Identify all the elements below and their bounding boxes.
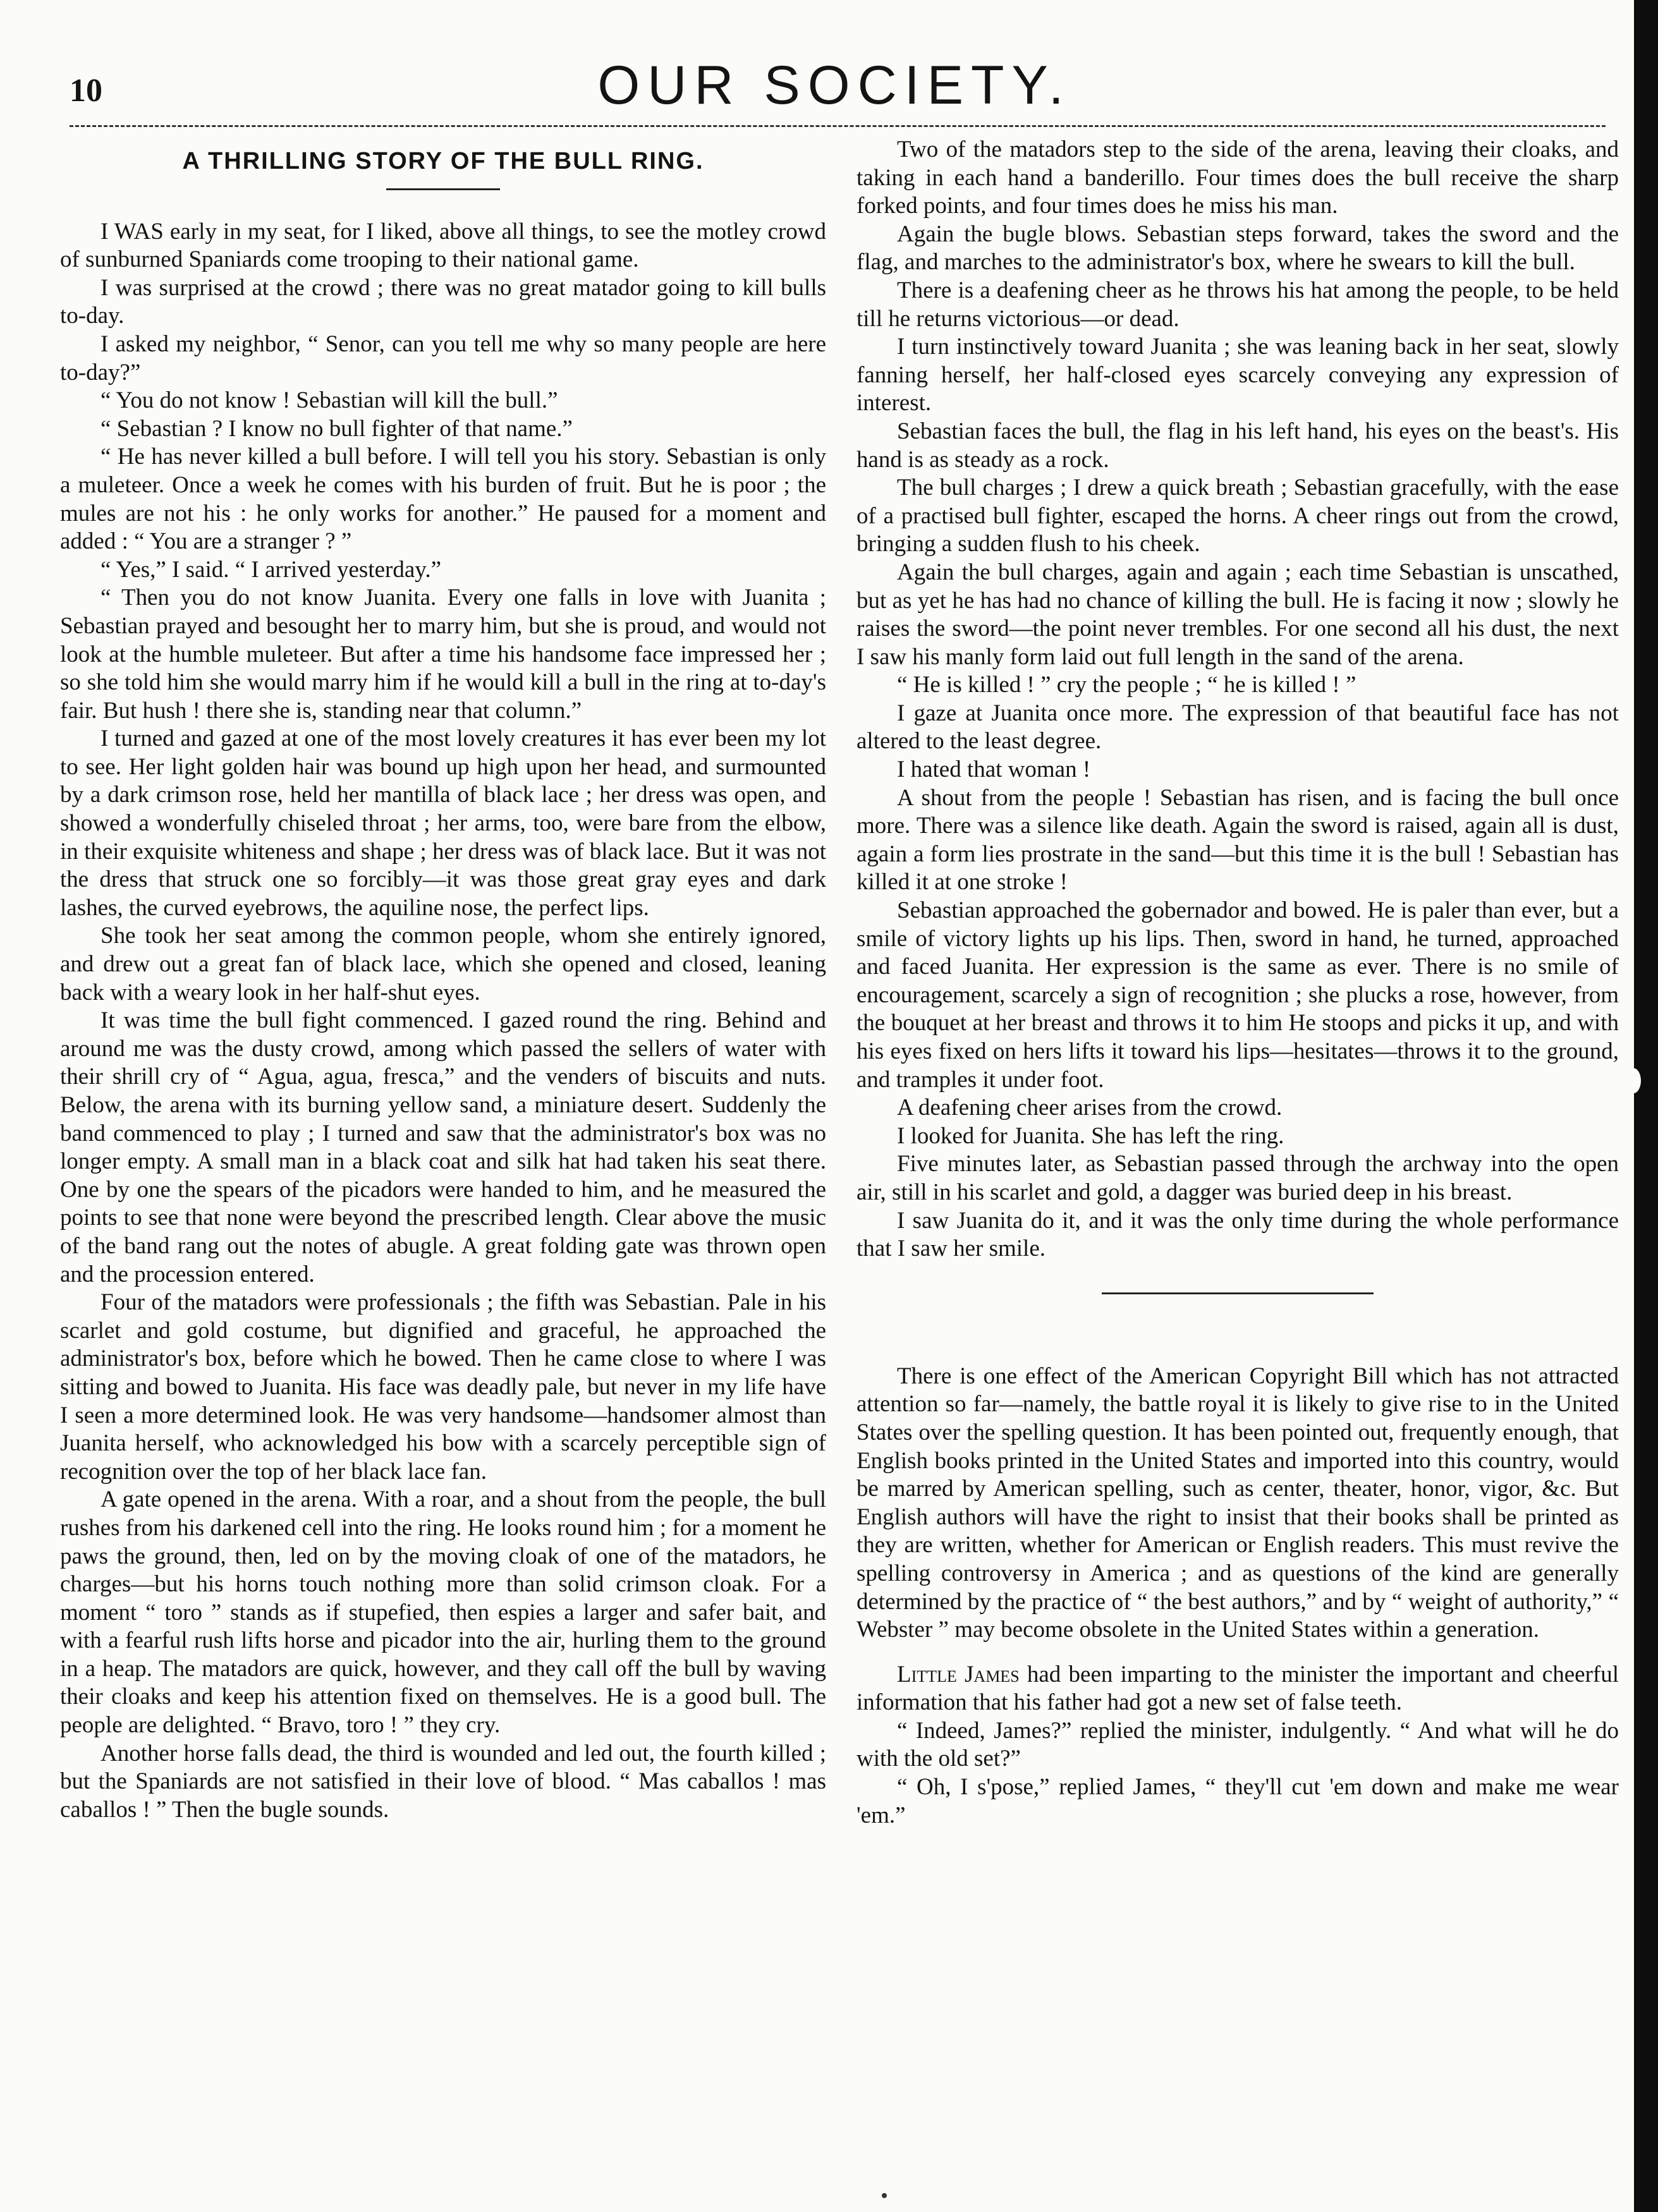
scan-edge-notch — [1626, 1068, 1641, 1093]
article-paragraph: She took her seat among the common people, whom she entirely ignored, and drew out a great fan of black lace, which she opened and closed, leaning back with a weary look in her half-shut eyes. — [60, 923, 826, 1006]
article-paragraph: I gaze at Juanita once more. The expression of that beautiful face has not altered to the least degree. — [856, 700, 1619, 755]
paragraph-gap — [856, 1644, 1619, 1661]
article-paragraph: “ You do not know ! Sebastian will kill the bull.” — [101, 387, 558, 414]
title-rule — [386, 188, 500, 190]
article-paragraph: “ Then you do not know Juanita. Every one falls in love with Juanita ; Sebastian prayed and besought her to marry him, but she is proud, and would not look at the humble muleteer. But after a time his handsome face impressed her ; so she told him she would marry him if he would kill a bull in the ring at to-day's fair. But hush ! there she is, standing near that column.” — [60, 585, 826, 724]
article-paragraph: “ Yes,” I said. “ I arrived yesterday.” — [101, 556, 442, 583]
article-paragraph: Sebastian approached the gobernador and bowed. He is paler than ever, but a smile of victory lights up his lips. Then, sword in hand, he turned, approached and faced Juanita. Her expression is the same as ever. There is no smile of encouragement, scarcely a sign of recognition ; she plucks a rose, however, from the bouquet at her breast and throws it to him He stoops and picks it up, and with his eyes fixed on hers lifts it toward his lips—hesitates—throws it to the ground, and tramples it under foot. — [856, 897, 1619, 1093]
article-paragraph: Two of the matadors step to the side of the arena, leaving their cloaks, and taking in each hand a banderillo. Four times does the bull receive the sharp forked points, and four times does he miss his man. — [856, 137, 1619, 219]
article-paragraph: I asked my neighbor, “ Senor, can you tell me why so many people are here to-day?” — [60, 331, 826, 386]
article-paragraph: Again the bugle blows. Sebastian steps forward, takes the sword and the flag, and marches to the administrator's box, where he swears to kill the bull. — [856, 221, 1619, 276]
article-paragraph: I looked for Juanita. She has left the ring. — [897, 1122, 1284, 1149]
copyright-note-paragraph: There is one effect of the American Copyright Bill which has not attracted attention so far—namely, the battle royal it is likely to give rise to in the United States over the spelling question. It has been pointed out, frequently enough, that English books printed in the United States and imported into this country, would be marred by American spelling, such as center, theater, honor, vigor, &c. But English authors will have the right to insist that their books shall be printed as they are written, whether for American or English readers. This must revive the spelling controversy in America ; and as questions of the kind are generally determined by the practice of “ the best authors,” and by “ weight of authority,” “ Webster ” may become obsolete in the United States within a generation. — [856, 1363, 1619, 1643]
article-paragraph: “ He is killed ! ” cry the people ; “ he is killed ! ” — [897, 672, 1356, 698]
article-paragraph: I was surprised at the crowd ; there was no great matador going to kill bulls to-day. — [60, 274, 826, 329]
article-paragraph: Another horse falls dead, the third is wounded and led out, the fourth killed ; but the Spaniards are not satisfied in their love of blood. “ Mas caballos ! mas caballos ! ” Then the bugle sounds. — [60, 1740, 826, 1823]
article-paragraph: A gate opened in the arena. With a roar, and a shout from the people, the bull rushes from his darkened cell into the ring. He looks round him ; for a moment he paws the ground, then, led on by the moving cloak of one of the matadors, he charges—but his horns touch nothing more than solid crimson cloak. For a moment “ toro ” stands as if stupefied, then espies a larger and safer bait, and with a fearful rush lifts horse and picador into the air, hurling them to the ground in a heap. The matadors are quick, however, and they call off the bull by waving their cloaks and keep his attention fixed on themselves. He is a good bull. The people are delighted. “ Bravo, toro ! ” they cry. — [60, 1486, 826, 1739]
anecdote-paragraph: “ Oh, I s'pose,” replied James, “ they'll cut 'em down and make me wear 'em.” — [856, 1774, 1619, 1828]
right-column — [856, 136, 1619, 1830]
anecdote-paragraph — [856, 1661, 1619, 1717]
article-paragraph: I saw Juanita do it, and it was the only time during the whole performance that I saw her smile. — [856, 1207, 1619, 1262]
article-paragraph: I turned and gazed at one of the most lovely creatures it has ever been my lot to see. Her light golden hair was bound up high upon her head, and surmounted by a dark crimson rose, held her mantilla of black lace ; her dress was open, and showed a wonderfully chiseled throat ; her arms, too, were bare from the elbow, in their exquisite whiteness and shape ; her dress was of black lace. But it was not the dress that struck one so forcibly—it was those great gray eyes and dark lashes, the curved eyebrows, the aquiline nose, the perfect lips. — [60, 726, 826, 921]
header-divider — [70, 125, 1606, 127]
anecdote-lead: Little James — [897, 1661, 1020, 1687]
article-paragraph: Again the bull charges, again and again ; each time Sebastian is unscathed, but as yet he has had no chance of killing the bull. He is facing it now ; slowly he raises the sword—the point never trembles. For one second all his dust, the next I saw his manly form laid out full length in the sand of the arena. — [856, 559, 1619, 670]
page-header — [51, 54, 1618, 124]
masthead-title: OUR SOCIETY. — [597, 55, 1071, 116]
article-paragraph: The bull charges ; I drew a quick breath ; Sebastian gracefully, with the ease of a practised bull fighter, escaped the horns. A cheer rings out from the crowd, bringing a sudden flush to his cheek. — [856, 475, 1619, 557]
article-paragraph: A deafening cheer arises from the crowd. — [897, 1095, 1283, 1121]
article-paragraph: Four of the matadors were professionals ; the fifth was Sebastian. Pale in his scarlet and gold costume, but dignified and graceful, he approached the administrator's box, before which he bowed. Then he came close to where I was sitting and bowed to Juanita. His face was deadly pale, but never in my life have I seen a more determined look. He was very handsome—handsomer almost than Juanita herself, who acknowledged his bow with a scarcely perceptible sign of recognition over the top of her black lace fan. — [60, 1289, 826, 1485]
anecdote-paragraph: “ Indeed, James?” replied the minister, indulgently. “ And what will he do with the old set?” — [856, 1717, 1619, 1772]
anecdote-text: had been imparting to the minister the important and cheerful information that his father had got a new set of false teeth. — [856, 1661, 1619, 1716]
article-paragraph: There is a deafening cheer as he throws his hat among the people, to be held till he returns victorious—or dead. — [856, 277, 1619, 332]
article-paragraph: “ Sebastian ? I know no bull fighter of that name.” — [101, 415, 573, 442]
scan-edge-shadow — [1634, 0, 1658, 2212]
article-paragraph: A shout from the people ! Sebastian has risen, and is facing the bull once more. There was a silence like death. Again the sword is raised, again all is dust, again a form lies prostrate in the sand—but this time it is the bull ! Sebastian has killed it at one stroke ! — [856, 784, 1619, 896]
article-paragraph: I hated that woman ! — [897, 757, 1091, 783]
article-title: A THRILLING STORY OF THE BULL RING. — [182, 148, 704, 174]
print-mark — [882, 2193, 887, 2198]
article-paragraph: Five minutes later, as Sebastian passed through the archway into the open air, still in his scarlet and gold, a dagger was buried deep in his breast. — [856, 1151, 1619, 1205]
article-paragraph: Sebastian faces the bull, the flag in his left hand, his eyes on the beast's. His hand is as steady as a rock. — [856, 418, 1619, 473]
page-number: 10 — [70, 73, 102, 109]
article-paragraph: I WAS early in my seat, for I liked, above all things, to see the motley crowd of sunburned Spaniards come trooping to their national game. — [60, 218, 826, 273]
article-paragraph: “ He has never killed a bull before. I will tell you his story. Sebastian is only a muleteer. Once a week he comes with his burden of fruit. But he is poor ; the mules are not his : he only works for another.” He paused for a moment and added : “ You are a stranger ? ” — [60, 444, 826, 555]
article-paragraph: I turn instinctively toward Juanita ; she was leaning back in her seat, slowly fanning herself, her half-closed eyes scarcely conveying any expression of interest. — [856, 334, 1619, 416]
article-paragraph: It was time the bull fight commenced. I gazed round the ring. Behind and around me was the dusty crowd, among which passed the sellers of water with their shrill cry of “ Agua, agua, fresca,” and the venders of biscuits and nuts. Below, the arena with its burning yellow sand, a miniature desert. Suddenly the band commenced to play ; I turned and saw that the administrator's box was no longer empty. A small man in a black coat and silk hat had taken his seat there. One by one the spears of the picadors were handed to him, and he measured the points to see that none were beyond the prescribed length. Clear above the music of the band rang out the notes of abugle. A great folding gate was thrown open and the procession entered. — [60, 1007, 826, 1287]
left-column — [60, 136, 826, 1824]
section-divider — [1102, 1292, 1374, 1294]
